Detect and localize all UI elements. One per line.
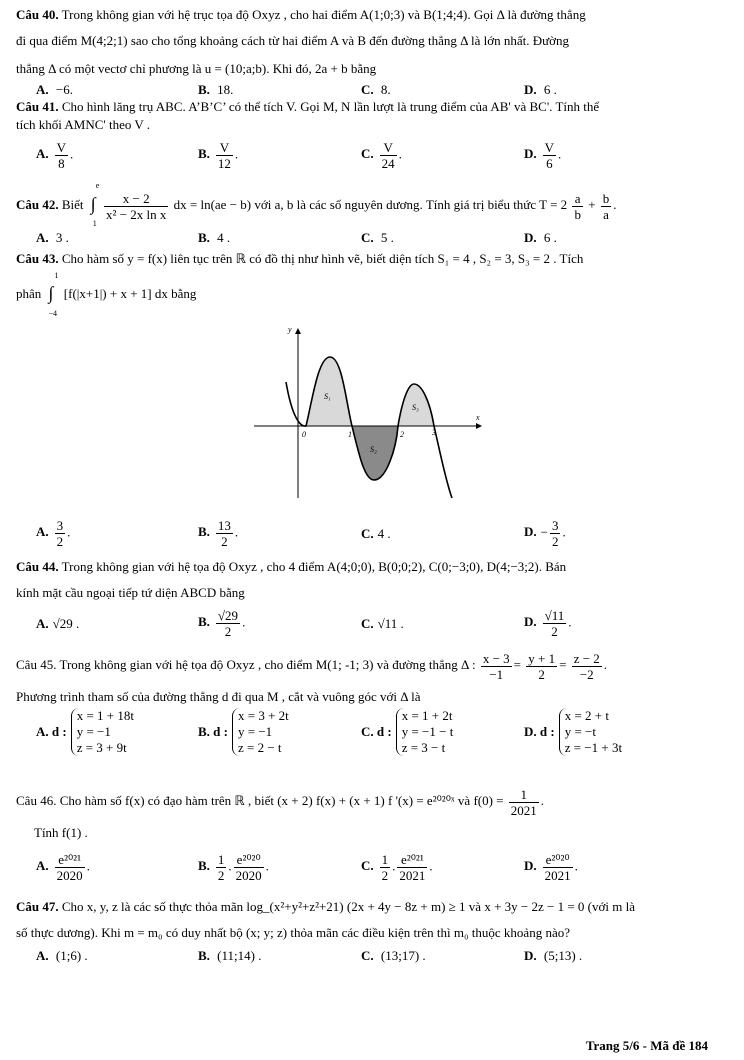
q40-line2: đi qua điểm M(4;2;1) sao cho tổng khoảng cách từ hai điểm A và B đến đường thẳng Δ là lớn nhất. Đường [16, 33, 570, 48]
q46-line1: Câu 46. Cho hàm số f(x) có đạo hàm trên ℝ , biết (x + 2) f(x) + (x + 1) f '(x) = e²⁰²⁰ˣ và f(0) = $\frac{1}{2021}$ . [16, 786, 545, 818]
q42-lower-limit: 1 [92, 219, 97, 229]
question-number: Câu 43. [16, 251, 59, 266]
q46-option-d-frac [543, 852, 573, 883]
q46-f0-frac [509, 787, 539, 818]
q45-option-d-system [559, 708, 622, 756]
graph-tick-3: 3 [432, 428, 436, 437]
q42-frac2-den: a [603, 206, 609, 222]
q44-option-a[interactable] [36, 616, 79, 632]
q41-option-d-den: 6 [546, 156, 553, 171]
graph-s2-label: S₂ [370, 445, 377, 454]
q45-option-b-label: B. d : [198, 724, 228, 739]
q47-option-c[interactable]: C. (13;17) . [361, 948, 426, 963]
q45-option-d-label: D. d : [524, 724, 555, 739]
q44-option-b-num: √29 [217, 608, 239, 623]
q45-line1: Câu 45. Trong không gian với hệ tọa độ Oxyz , cho điểm M(1; -1; 3) và đường thẳng Δ : $\frac{x - 3}{-1}$ = $\frac{y + 1}{2}$ = $\frac{z - 2}{-2}$ . [16, 650, 608, 682]
q45-option-c-system [396, 708, 454, 756]
option-letter: A. [36, 82, 49, 97]
q46-option-a-den: 2020 [56, 868, 83, 883]
q44-option-a-label: A. [36, 616, 49, 631]
q46-option-b-pre-num: 1 [217, 852, 225, 867]
q45-options [0, 708, 744, 768]
q46-option-c[interactable]: C. $\frac{1}{2}$ . $\frac{\text{e²⁰²¹}}{2021}$ . [361, 852, 433, 883]
q41-option-a-num: V [56, 140, 67, 155]
q45-option-c-row2: y = −1 − t [401, 724, 454, 739]
q41-option-d-frac [543, 140, 556, 171]
q41-option-a-den: 8 [58, 156, 65, 171]
q42-option-b[interactable]: B. 4 . [198, 230, 231, 245]
q45-option-b-row2: y = −1 [237, 724, 273, 739]
q41-options [0, 140, 744, 170]
q44-option-d-frac [543, 608, 567, 639]
q44-option-d-num: √11 [544, 608, 565, 623]
option-letter: C. [361, 230, 374, 245]
q46-option-d[interactable]: D. $\frac{\text{e²⁰²⁰}}{2021}$ . [524, 852, 578, 883]
q41-option-a-label: A. [36, 146, 49, 162]
q42-frac1-num: a [572, 191, 583, 207]
q42-frac1-den: b [574, 206, 581, 222]
q47-line1: Câu 47. Cho x, y, z là các số thực thỏa mãn log_(x²+y²+z²+21) (2x + 4y − 8z + m) ≥ 1 và x + 3y − 2z − 1 = 0 (với m là [16, 899, 635, 914]
q42-frac2 [601, 191, 612, 222]
q41-option-a-frac [55, 140, 68, 171]
q46-option-d-den: 2021 [544, 868, 571, 883]
q44-option-b-den: 2 [224, 624, 232, 639]
q41-option-d[interactable]: D. $\frac{V}{6}$ . [524, 140, 562, 171]
q44-option-d-den: 2 [551, 624, 558, 639]
graph-tick-1: 1 [348, 430, 352, 439]
q42-number: Câu 42. [16, 197, 59, 212]
q43-option-c[interactable] [361, 526, 391, 542]
option-letter: A. [36, 230, 49, 245]
q43-line1: Câu 43. Cho hàm số y = f(x) liên tục trên ℝ có đồ thị như hình vẽ, biết diện tích S₁ = 4 , S₂ = 3, S₃ = 2 . Tích [16, 251, 584, 266]
q43-option-d-den: 2 [551, 534, 559, 549]
q45-option-a-system [71, 708, 134, 756]
q46-option-b[interactable]: B. $\frac{1}{2}$ . $\frac{\text{e²⁰²⁰}}{2020}$ . [198, 852, 269, 883]
q47-option-b[interactable]: B. (11;14) . [198, 948, 262, 963]
q45-option-b-row3: z = 2 − t [237, 740, 282, 755]
q41-option-c-label: C. [361, 146, 374, 162]
q45-option-b-row1: x = 3 + 2t [237, 708, 289, 723]
q46-option-b-frac [234, 852, 264, 883]
q46-option-b-num: e²⁰²⁰ [234, 852, 264, 868]
q42-option-d[interactable]: D. 6 . [524, 230, 557, 245]
q43-lower-limit: −4 [48, 309, 58, 319]
q45-option-b-system [232, 708, 289, 756]
q43-integral-sign: ∫ 1 −4 [48, 271, 59, 319]
q45-option-d-row2: y = −t [564, 724, 596, 739]
q43-prefix: phân [16, 286, 42, 301]
q42-integrand [104, 191, 168, 222]
q42-option-a[interactable]: A. 3 . [36, 230, 69, 245]
q43-option-c-label: C. [361, 526, 374, 541]
q43-option-d[interactable]: D. − $\frac{3}{2}$ . [524, 518, 566, 549]
q45-frac-y-num: y + 1 [528, 650, 556, 666]
q45-option-d-row3: z = −1 + 3t [564, 740, 623, 755]
q45-option-d[interactable] [524, 708, 622, 756]
q43-option-a-den: 2 [56, 534, 64, 549]
q40-option-c[interactable]: C. 8. [361, 82, 391, 97]
q44-line1: Câu 44. Trong không gian với hệ tọa độ Oxyz , cho 4 điểm A(4;0;0), B(0;0;2), C(0;−3;0), D(4;−3;2). Bán [16, 559, 567, 574]
q42-integrand-den: x² − 2x ln x [106, 206, 167, 222]
q43-option-b-den: 2 [221, 534, 228, 549]
q43-option-d-num: 3 [551, 518, 559, 533]
graph-x-label: x [476, 413, 480, 422]
question-number: Câu 47. [16, 899, 59, 914]
q45-frac-x-den: −1 [489, 666, 504, 682]
question-number: Câu 40. [16, 7, 59, 22]
q45-option-a-row3: z = 3 + 9t [76, 740, 127, 755]
q45-frac-z [572, 651, 602, 682]
q43-expression: [f(|x+1|) + x + 1] dx bằng [63, 286, 197, 301]
q46-option-c-den: 2021 [399, 868, 426, 883]
q43-line2 [16, 271, 726, 319]
q46-option-c-prefrac [380, 852, 391, 883]
q45-option-d-row1: x = 2 + t [564, 708, 609, 723]
q43-function-graph [250, 322, 490, 504]
graph-x-arrow [476, 423, 482, 429]
q42-text-b: dx = ln(ae − b) với a, b là các số nguyên dương. Tính giá trị biểu thức T = 2 [173, 197, 568, 212]
q44-line2: kính mặt cầu ngoại tiếp tứ diện ABCD bằng [16, 585, 245, 600]
q41-option-b-label: B. [198, 146, 210, 162]
q47-option-a[interactable]: A. (1;6) . [36, 948, 88, 963]
q41-option-b-frac [216, 140, 233, 171]
q46-option-b-den: 2020 [235, 868, 262, 883]
graph-y-arrow [295, 328, 301, 334]
option-letter: B. [198, 82, 210, 97]
q45-frac-z-num: z − 2 [573, 650, 600, 666]
q46-option-b-label: B. [198, 858, 210, 874]
q42-frac2-num: b [602, 190, 610, 206]
q42-option-c[interactable]: C. 5 . [361, 230, 394, 245]
q42-text-a: Biết [61, 197, 84, 212]
q41-option-d-label: D. [524, 146, 537, 162]
q45-frac-y [526, 651, 557, 682]
q43-option-a-label: A. [36, 524, 49, 540]
q46-option-c-pre-num: 1 [381, 852, 389, 867]
q42-line: Câu 42. Biết ∫ e 1 $\frac{x - 2}{\text{x² − 2x ln x}}$ dx = ln(ae − b) với a, b là các số nguyên dương. Tính giá trị biểu thức T = 2 $\frac{a}{b}$ + $\frac{b}{a}$ . [16, 181, 617, 229]
q46-f0-den: 2021 [510, 802, 537, 818]
q45-frac-z-den: −2 [579, 666, 594, 682]
page-footer: Trang 5/6 - Mã đề 184 [585, 1038, 708, 1053]
option-letter: D. [524, 230, 537, 245]
q43-option-b-label: B. [198, 524, 210, 540]
q44-options [0, 608, 744, 638]
graph-origin-label: 0 [302, 430, 306, 439]
q46-line1-text: Câu 46. Cho hàm số f(x) có đạo hàm trên ℝ , biết (x + 2) f(x) + (x + 1) f '(x) = e²⁰²⁰ˣ và f(0) = [16, 793, 504, 808]
q45-line1-text: Câu 45. Trong không gian với hệ tọa độ Oxyz , cho điểm M(1; -1; 3) và đường thẳng Δ : [16, 657, 476, 672]
q44-option-b-label: B. [198, 614, 210, 630]
q43-option-b-num: 13 [217, 518, 231, 533]
q41-option-d-num: V [544, 140, 555, 155]
q43-upper-limit: 1 [54, 271, 59, 281]
q46-option-c-pre-den: 2 [381, 868, 389, 883]
q40-line3: thẳng Δ có một vectơ chỉ phương là u = (10;a;b). Khi đó, 2a + b bằng [16, 61, 377, 76]
q45-option-c[interactable] [361, 708, 453, 756]
q45-frac-x-num: x − 3 [482, 650, 510, 666]
q44-option-c[interactable] [361, 616, 404, 632]
option-letter: C. [361, 948, 374, 963]
q45-option-c-row1: x = 1 + 2t [401, 708, 453, 723]
q46-option-b-prefrac [216, 852, 227, 883]
option-letter: C. [361, 82, 374, 97]
q45-option-b[interactable] [198, 708, 289, 756]
q46-option-a[interactable]: A. $\frac{\text{e²⁰²¹}}{2020}$ . [36, 852, 90, 883]
q40-option-b[interactable]: B. 18. [198, 82, 234, 97]
q47-line2: số thực dương). Khi m = m₀ có duy nhất bộ (x; y; z) thỏa mãn các điều kiện trên thì m₀ thuộc khoảng nào? [16, 925, 570, 940]
q46-option-d-num: e²⁰²⁰ [543, 852, 573, 868]
q43-options [0, 518, 744, 548]
q42-plus: + [588, 197, 596, 212]
graph-y-label: y [288, 325, 292, 334]
q46-option-d-label: D. [524, 858, 537, 874]
q45-option-c-row3: z = 3 − t [401, 740, 446, 755]
graph-s1-label: S₁ [324, 392, 331, 401]
q44-option-c-text: √11 . [377, 616, 404, 631]
q47-options [0, 948, 744, 978]
q41-option-c-num: V [380, 140, 397, 156]
q44-option-d[interactable]: D. $\frac{√11}{2}$ . [524, 608, 572, 639]
q43-option-d-label: D. [524, 524, 537, 540]
q43-option-c-text: 4 . [377, 526, 391, 541]
q46-option-b-pre-den: 2 [217, 868, 225, 883]
option-letter: D. [524, 948, 537, 963]
q46-line2: Tính f(1) . [34, 825, 88, 840]
q43-option-b-frac [216, 518, 233, 549]
q45-frac-x [481, 651, 512, 682]
option-letter: D. [524, 82, 537, 97]
q45-option-a-row1: x = 1 + 18t [76, 708, 134, 723]
q44-option-a-text: √29 . [52, 616, 80, 631]
q43-option-a-num: 3 [56, 518, 64, 533]
q44-option-b[interactable]: B. $\frac{√29}{2}$ . [198, 608, 246, 639]
q42-upper-limit: e [95, 181, 100, 191]
option-letter: B. [198, 948, 210, 963]
q40-option-d[interactable]: D. 6 . [524, 82, 557, 97]
q43-option-a-frac [55, 518, 66, 549]
q42-integrand-num: x − 2 [104, 191, 168, 207]
q47-option-d[interactable]: D. (5;13) . [524, 948, 583, 963]
q40-line1: Câu 40. Trong không gian với hệ trục tọa độ Oxyz , cho hai điểm A(1;0;3) và B(1;4;4). Gọi Δ là đường thẳng [16, 7, 586, 22]
q46-option-a-num: e²⁰²¹ [55, 852, 85, 868]
q40-option-a[interactable]: A. −6. [36, 82, 73, 97]
q46-options [0, 852, 744, 892]
q46-f0-num: 1 [509, 787, 539, 803]
q45-line2: Phương trình tham số của đường thẳng d đi qua M , cắt và vuông góc với Δ là [16, 689, 421, 704]
question-number: Câu 41. [16, 99, 59, 114]
q45-option-a[interactable] [36, 708, 134, 756]
q45-frac-y-den: 2 [538, 666, 545, 682]
q45-option-c-label: C. d : [361, 724, 392, 739]
q42-frac1 [572, 191, 583, 222]
q41-option-b-den: 12 [217, 156, 231, 171]
q43-option-b[interactable]: B. $\frac{13}{2}$ . [198, 518, 239, 549]
q41-option-b[interactable]: B. $\frac{V}{12}$ . [198, 140, 239, 171]
q46-option-c-num: e²⁰²¹ [397, 852, 427, 868]
q44-option-d-label: D. [524, 614, 537, 630]
q41-option-c[interactable]: C. $\frac{V}{24}$ . [361, 140, 402, 171]
graph-tick-2: 2 [400, 430, 404, 439]
q42-integral-sign: ∫ e 1 [90, 181, 100, 229]
q41-line1: Câu 41. Cho hình lăng trụ ABC. A’B’C’ có thể tích V. Gọi M, N lần lượt là trung điểm của AB' và BC'. Tính thể [16, 99, 600, 114]
q44-option-c-label: C. [361, 616, 374, 631]
q44-option-b-frac [216, 608, 240, 639]
q46-option-c-label: C. [361, 858, 374, 874]
q46-option-a-frac [55, 852, 85, 883]
q43-option-d-frac [550, 518, 561, 549]
graph-s3-label: S₃ [412, 403, 419, 412]
question-number: Câu 44. [16, 559, 59, 574]
q43-option-d-sign: − [540, 524, 548, 540]
q46-option-c-frac [397, 852, 427, 883]
q41-option-b-num: V [216, 140, 233, 156]
q46-option-a-label: A. [36, 858, 49, 874]
q45-option-a-row2: y = −1 [76, 724, 111, 739]
q41-option-c-frac [380, 140, 397, 171]
q41-line2: tích khối AMNC' theo V . [16, 117, 151, 132]
q41-option-a[interactable]: A. $\frac{V}{8}$ . [36, 140, 74, 171]
q45-option-a-label: A. d : [36, 724, 67, 739]
q41-option-c-den: 24 [381, 156, 395, 171]
q43-option-a[interactable]: A. $\frac{3}{2}$ . [36, 518, 71, 549]
option-letter: A. [36, 948, 49, 963]
option-letter: B. [198, 230, 210, 245]
